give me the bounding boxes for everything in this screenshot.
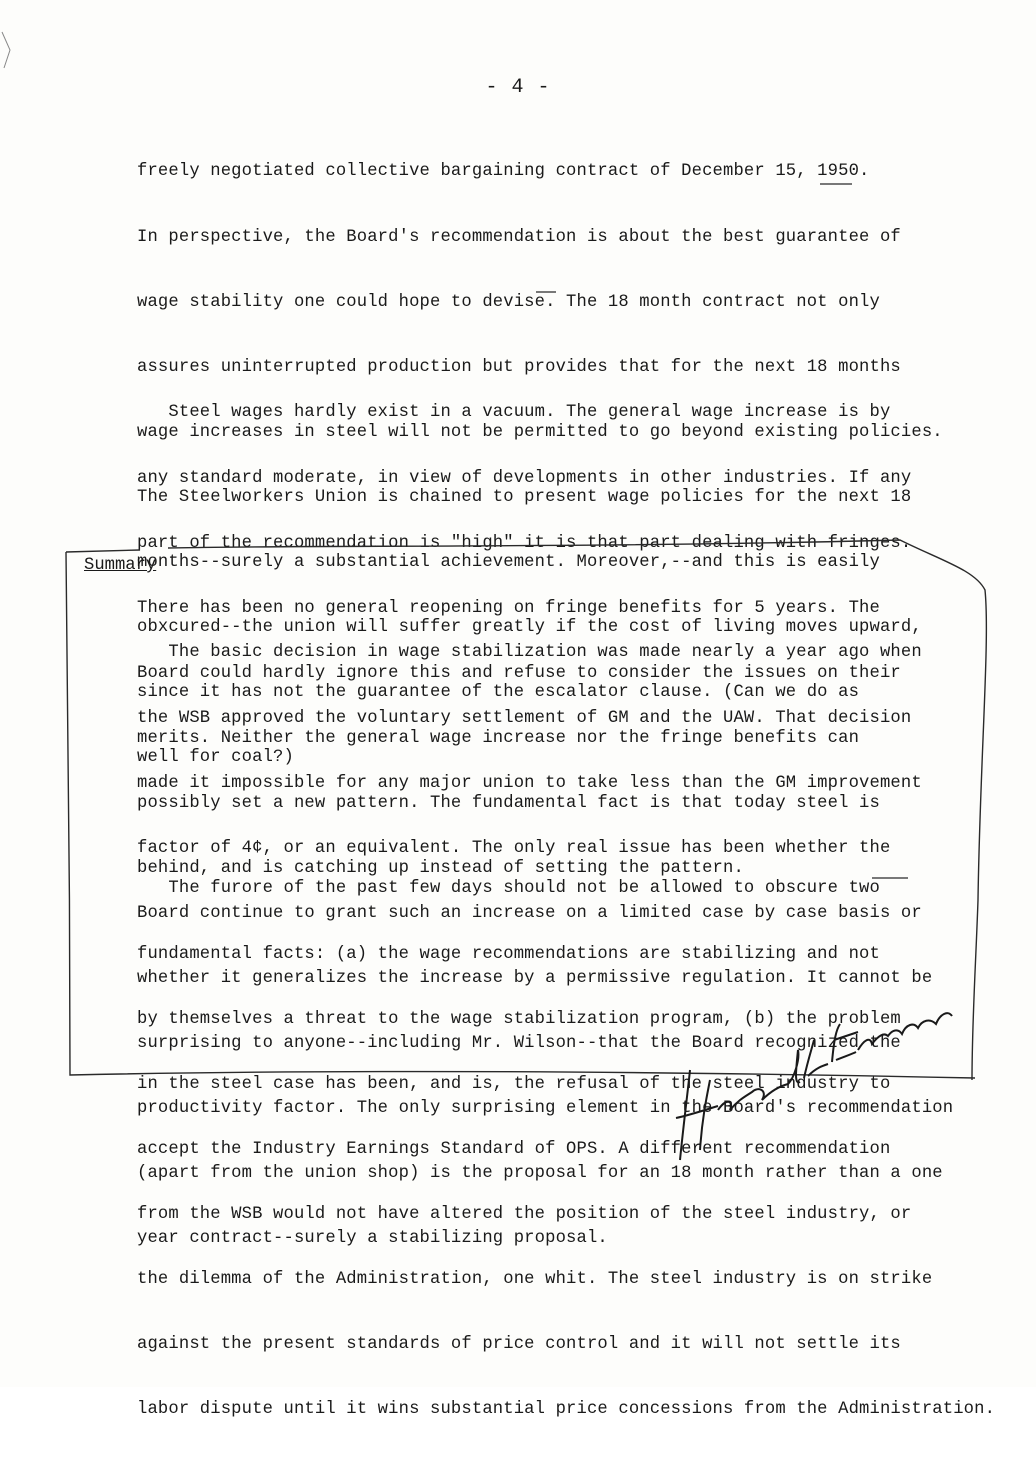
text-line: wage stability one could hope to devise. The 18 month contract not only bbox=[137, 292, 880, 312]
text-line: any standard moderate, in view of developments in other industries. If any bbox=[137, 468, 912, 488]
text-line: The furore of the past few days should not be allowed to obscure two bbox=[137, 879, 880, 899]
text-line: well for coal?) bbox=[137, 748, 294, 768]
page-number: - 4 - bbox=[485, 76, 551, 99]
text-line: the dilemma of the Administration, one whit. The steel industry is on strike bbox=[137, 1269, 933, 1289]
text-line: fundamental facts: (a) the wage recommendations are stabilizing and not bbox=[137, 944, 880, 964]
text-line: against the present standards of price control and it will not settle its bbox=[137, 1335, 901, 1355]
text-line: from the WSB would not have altered the position of the steel industry, or bbox=[137, 1204, 912, 1224]
text-line: (apart from the union shop) is the proposal for an 18 month rather than a one bbox=[137, 1164, 943, 1184]
corner-mark-icon bbox=[0, 30, 18, 70]
text-line: possibly set a new pattern. The fundamental fact is that today steel is bbox=[137, 793, 880, 813]
text-line: The basic decision in wage stabilization was made nearly a year ago when bbox=[137, 643, 922, 663]
text-line: The Steelworkers Union is chained to present wage policies for the next 18 bbox=[137, 487, 912, 507]
text-line: whether it generalizes the increase by a permissive regulation. It cannot be bbox=[137, 968, 933, 988]
text-line: since it has not the guarantee of the escalator clause. (Can we do as bbox=[137, 683, 860, 703]
text-line: behind, and is catching up instead of setting the pattern. bbox=[137, 859, 744, 879]
text-line: months--surely a substantial achievement. Moreover,--and this is easily bbox=[137, 552, 880, 572]
text-line: In perspective, the Board's recommendation is about the best guarantee of bbox=[137, 227, 901, 247]
text-line: factor of 4¢, or an equivalent. The only real issue has been whether the bbox=[137, 838, 891, 858]
text-line: surprising to anyone--including Mr. Wilson--that the Board recognized the bbox=[137, 1033, 901, 1053]
summary-heading: Summary bbox=[84, 556, 157, 575]
text-line: wage increases in steel will not be permitted to go beyond existing policies. bbox=[137, 422, 943, 442]
text-line: Board continue to grant such an increase on a limited case by case basis or bbox=[137, 903, 922, 923]
text-line: merits. Neither the general wage increase nor the fringe benefits can bbox=[137, 728, 860, 748]
text-line: labor dispute until it wins substantial price concessions from the Administration. bbox=[137, 1400, 996, 1420]
text-line: year contract--surely a stabilizing proposal. bbox=[137, 1229, 608, 1249]
text-line: by themselves a threat to the wage stabilization program, (b) the problem bbox=[137, 1009, 901, 1029]
text-line: obxcured--the union will suffer greatly if the cost of living moves upward, bbox=[137, 618, 922, 638]
text-line: assures uninterrupted production but provides that for the next 18 months bbox=[137, 357, 901, 377]
text-line: accept the Industry Earnings Standard of OPS. A different recommendation bbox=[137, 1139, 891, 1159]
text-line: made it impossible for any major union to take less than the GM improvement bbox=[137, 773, 922, 793]
text-line: Steel wages hardly exist in a vacuum. The general wage increase is by bbox=[137, 403, 891, 423]
text-line: productivity factor. The only surprising element in the Board's recommendation bbox=[137, 1099, 954, 1119]
summary-paragraph-2 bbox=[137, 835, 995, 1464]
text-line: freely negotiated collective bargaining contract of December 15, 1950. bbox=[137, 162, 870, 182]
text-line: There has been no general reopening on fringe benefits for 5 years. The bbox=[137, 598, 880, 618]
text-line: in the steel case has been, and is, the refusal of the steel industry to bbox=[137, 1074, 891, 1094]
text-line: the WSB approved the voluntary settlement of GM and the UAW. That decision bbox=[137, 708, 912, 728]
text-line: part of the recommendation is "high" it is that part dealing with fringes. bbox=[137, 533, 912, 553]
text-line: Board could hardly ignore this and refuse to consider the issues on their bbox=[137, 663, 901, 683]
